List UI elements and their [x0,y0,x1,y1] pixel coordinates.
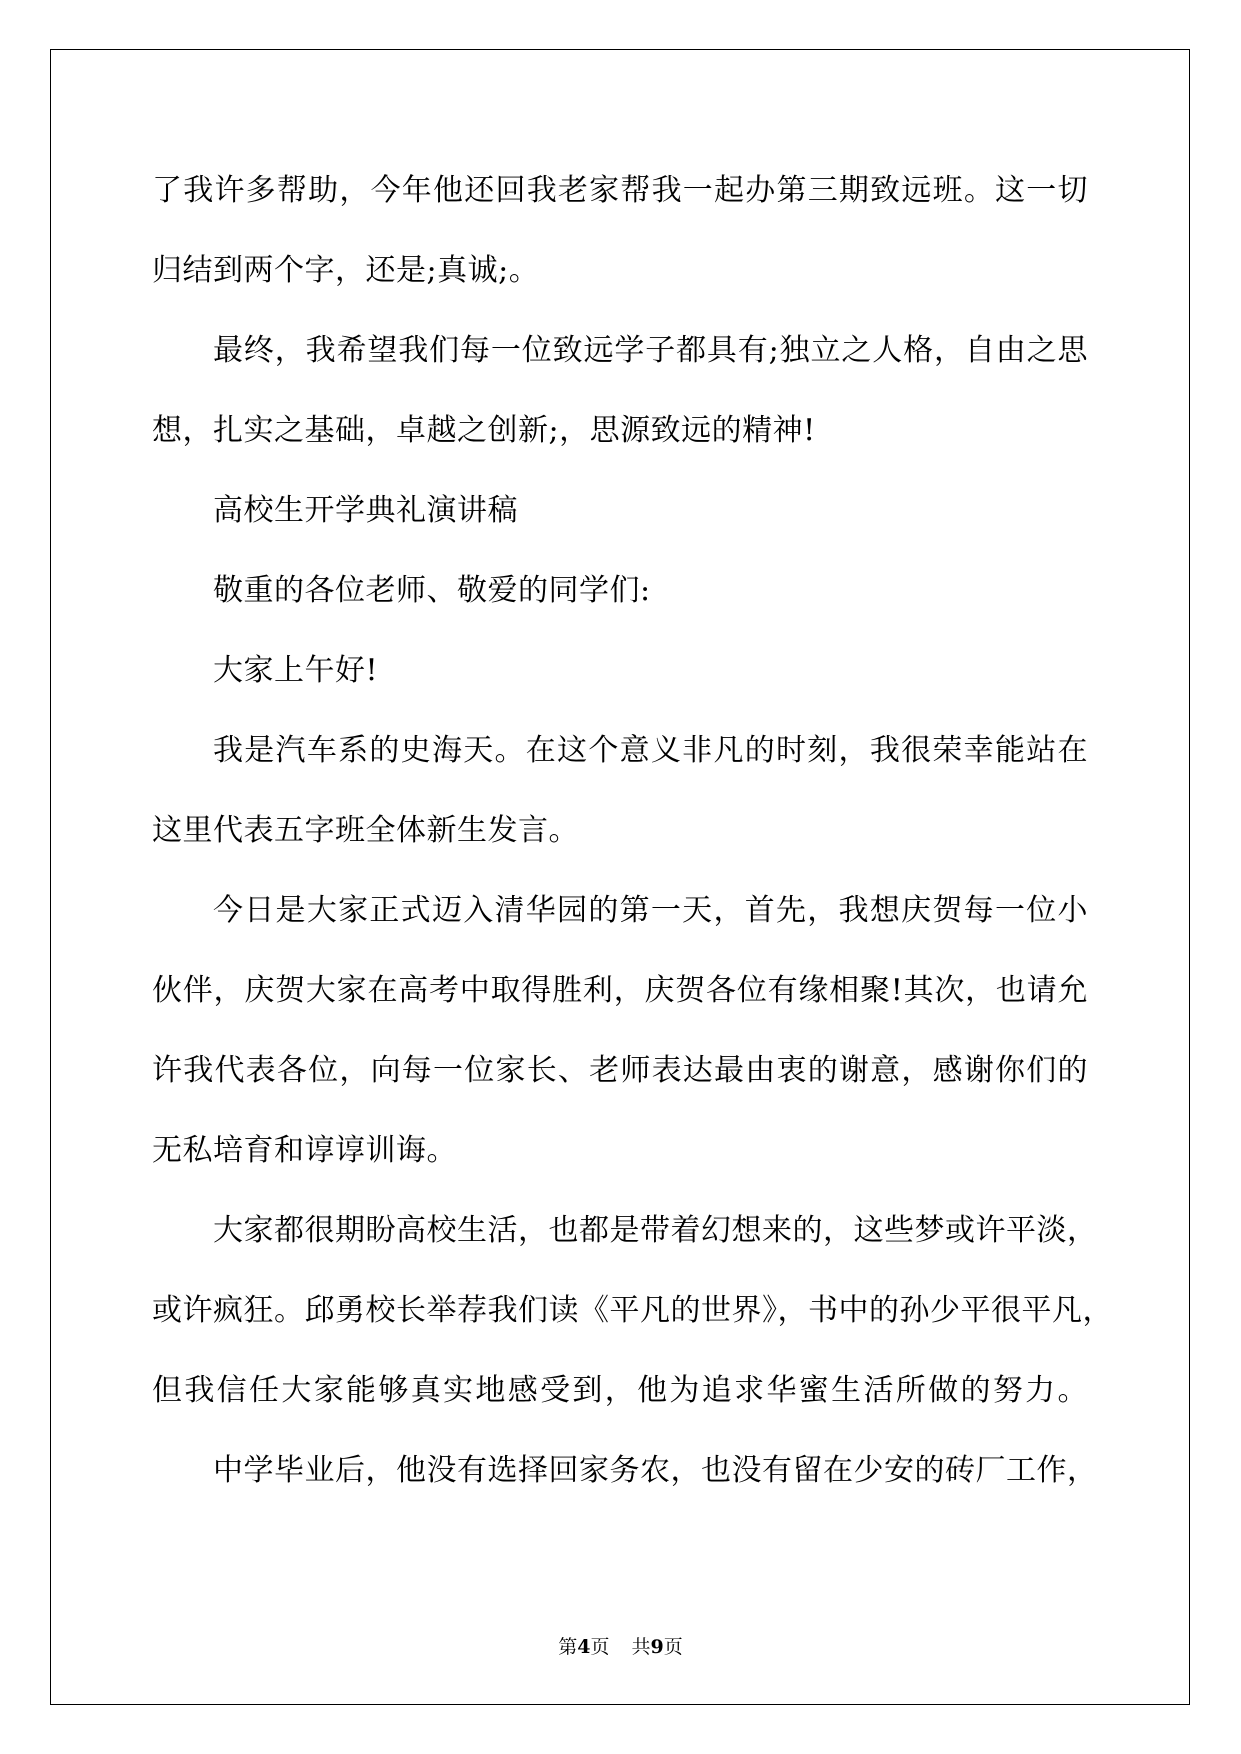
current-page-number: 4 [577,1636,591,1658]
page-suffix: 页 [590,1636,610,1658]
text-line: 大家上午好! [213,653,379,688]
document-body [152,165,1113,1525]
text-line: 想，扎实之基础，卓越之创新;，思源致远的精神! [152,413,816,448]
text-line: 高校生开学典礼演讲稿 [213,493,518,528]
text-line: 大家都很期盼高校生活，也都是带着幻想来的，这些梦或许平淡， [213,1213,1098,1248]
text-line: 这里代表五字班全体新生发言。 [152,813,579,848]
text-line: 最终，我希望我们每一位致远学子都具有;独立之人格，自由之思 [213,333,1088,368]
total-prefix: 共 [631,1636,651,1658]
text-line: 无私培育和谆谆训诲。 [152,1133,457,1168]
text-line: 了我许多帮助，今年他还回我老家帮我一起办第三期致远班。这一切 [152,173,1088,208]
total-page-number: 9 [650,1636,664,1658]
total-suffix: 页 [663,1636,683,1658]
text-line: 中学毕业后，他没有选择回家务农，也没有留在少安的砖厂工作， [213,1453,1098,1488]
text-line: 归结到两个字，还是;真诚;。 [152,253,540,288]
text-line: 许我代表各位，向每一位家长、老师表达最由衷的谢意，感谢你们的 [152,1053,1088,1088]
text-line: 今日是大家正式迈入清华园的第一天，首先，我想庆贺每一位小 [213,893,1088,928]
text-line: 伙伴，庆贺大家在高考中取得胜利，庆贺各位有缘相聚!其次，也请允 [152,973,1088,1008]
page-footer [0,1632,1241,1659]
text-line: 或许疯狂。邱勇校长举荐我们读《平凡的世界》，书中的孙少平很平凡， [152,1293,1113,1328]
page-prefix: 第 [558,1636,578,1658]
text-line: 但我信任大家能够真实地感受到，他为追求华蜜生活所做的努力。 [152,1373,1088,1408]
text-line: 敬重的各位老师、敬爱的同学们: [213,573,651,608]
text-line: 我是汽车系的史海天。在这个意义非凡的时刻，我很荣幸能站在 [213,733,1088,768]
